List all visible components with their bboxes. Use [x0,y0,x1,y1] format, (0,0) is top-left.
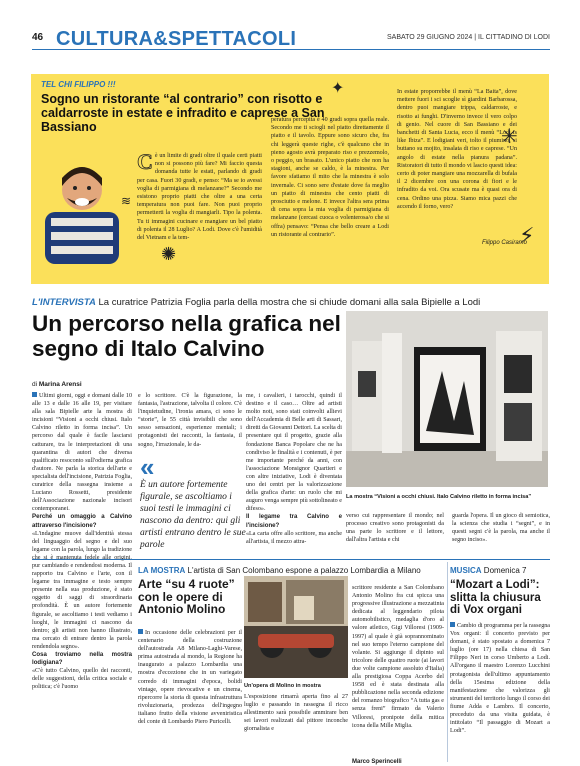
article2-kicker-text: L'artista di San Colombano espone a palazzo Lombardia a Milano [187,566,421,575]
main-column-5: guarda l'opera. Il un gioco di semiotica, la scienza che studia i “segni”, e in questi segni c'è la parola, ma anche il segno inciso». [452,513,550,544]
question-3: Il legame tra Calvino e l'incisione? [246,513,342,529]
article3-kicker [450,566,526,575]
masthead-rule [32,49,550,50]
byline [32,381,82,388]
article2-column-2: L'esposizione rimarrà aperta fino al 27 luglio e passando in rassegna il ricco allestimento sarà possibile ammirare ben sei lavori realizzati dal pittore inconche giornalista e [244,694,348,733]
article2-signature: Marco Sperincelli [352,759,402,765]
exhibition-photo-caption: La mostra “Visioni a occhi chiusi. Italo Calvino riletto in forma incisa” [346,494,532,500]
answer-3: «La carta offre allo scrittore, ma anche all'artista, il mezzo attra- [246,530,342,545]
column-rule [447,562,448,762]
question-2: Cosa troviamo nella mostra lodigiana? [32,651,132,667]
article2-kicker [138,566,421,575]
sparkle-doodle-icon: ✺ [161,244,177,265]
masthead [0,0,580,50]
answer-1: «L'indagine muove dall'identità stessa del linguaggio del segno e del suo legame con la parola, lungo la tradizione che si è mantenuta fedele alle origini, pur cambiando e rendendosi moderna. Il rapporto tra Calvino e l'arte, con il legame tra immagine e testo sempre presente nella sua produzione, è stato oggetto di saggi di straordinaria profondità. È un autore fortemente figurale, se ascoltiamo i testi vediamo i luoghi, le immagini ci nascono da dentro; gli artisti non hanno illustrato, ma cercato di entrare dentro la parola rendendola segno». [32,530,132,650]
column-text-3: In estate proporrebbe il menù “La Baita”, dove mettere fuori i sci scoglie sì giardini Barbarossa, dentro puoi mangiare trippa, caldarroste, e risotto ai funghi. D'inverno invece il vero colpo di genio. Nel cuore di San Bassiano e dei banchetti di Santa Lucia, ecco il menù “Lodi is like Ibiza”. E lodigiani veri, tolto il piumino, si buttano su mojito, insalata di riso e caprese. “Un angolo di estate nella pianura padana”. Ristoratori di tutto il mondo vi lascio questi idea: certo di poter mangiare una mozzarella di bufala il 2 dicembre con una corona di fiori e le infradito da voi. Ora scusate ma è quasi ora di cena. Ordino una pizza. Siamo mica pazzi che accendo il forno, vero? [397,89,517,210]
question-1: Perché un omaggio a Calvino attraverso l'incisione? [32,513,132,529]
column-text-1-body: è un limite di gradi oltre il quale certi piatti non si possono più fare? Mi faccio questa domanda tutte le estati, parlando di gradi per casa. Fuori 30 gradi, e penso: “Ma se io avessi voglia di parmigiana di melanzane?” Secondo me esistono proprio piatti che oltre a una certa temperatura non puoi fare. Non puoi proprio permetterti la voglia di mangiarli. Tipo la polenta. Tu ti immagini cucinare e mangiare un bel piatto di polenta il 28 Luglio? A Lodi. Dove c'è l'umidità del Vietnam e la tem- [137,153,262,242]
article2-col1-text: In occasione delle celebrazioni per il centenario della costruzione dell'autostrada A8 Milano-Laghi-Varese, prima autostrada al mondo, la Regione ha inaugurato a palazzo Lombardia una mostra d'eccezione che in un variegato corredo di immagini d'epoca, bolidi vintage, opere rievocative e un cinema, ripercorre la storia di questa infrastruttura rivoluzionaria, prodezza dell'ingegno italiano frutto della visione avveniristica del conte di Lombardo Piero Puricelli. [138,630,242,726]
article3-body-text: Cambio di programma per la rassegna Vox organi: il concerto previsto per domani, è stato spostato a domenica 7 luglio (ore 17) nella chiesa di San Filippo Neri in corso Umberto a Lodi. All'organo il maestro Lorenzo Lucchini protagonista dell'ultimo appuntamento della 15esima edizione della manifestazione che valorizza gli strumenti del territorio lungo il corso dei fiume Adda e Lambro. Il concerto, preceduto da una visita guidata, è intitolato “Il passaggio di Mozart a Lodi”. [450,623,550,735]
article3-headline: “Mozart a Lodi”: slitta la chiusura di Vox organi [450,579,541,616]
article3-kicker-text: Domenica 7 [483,566,527,575]
column-title: Sogno un ristorante “al contrario” con risotto e caldarroste in estate e infradito e caprese a San Bassiano [41,92,325,134]
column-signature: Filippo Casiramo [481,240,527,246]
column-box [31,74,549,284]
masthead-date: SABATO 29 GIUGNO 2024 | IL CITTADINO DI LODI [386,34,550,41]
article2-start-marker [138,629,143,634]
main-column-3 [246,392,342,546]
byline-name: Marina Arensi [38,381,82,388]
article3-body [450,622,550,735]
article2-column-1 [138,629,242,726]
byline-prefix: di [32,381,38,388]
main-column-1 [32,392,132,691]
section-title: CULTURA&SPETTACOLI [56,28,297,50]
pull-quote-text: È un autore fortemente figurale, se ascoltiamo i suoi testi le immagini ci nascono da dentro: qui gli artisti entrano dentro le sue parole [140,480,246,550]
columnist-portrait-icon [37,154,127,264]
main-kicker [32,297,480,308]
article2-headline: Arte “su 4 ruote” con le opere di Antonio Molino [138,577,235,616]
main-headline: Un percorso nella grafica nel segno di Italo Calvino [32,311,341,361]
wave-doodle-icon: ≋ [121,194,132,208]
column-text-1 [137,149,262,242]
main-kicker-text: La curatrice Patrizia Foglia parla della mostra che si chiude domani alla sala Bipielle a Lodi [98,297,481,308]
main-column-4: verso cui rappresentare il mondo; nel processo creativo sono protagonisti da una parte lo scrittore e il lettore, dall'altra l'artista e chi [346,513,444,544]
column-text-2: peratura percepita è 40 gradi sopra quella reale. Secondo me ti sciogli nel piatto direttamente il piatto e il tavolo. Eppure sono sicuro che, fra chi leggerà queste righe, c'è qualcuno che in pieno agosto avrà preparato riso e prezzemolo, o peggio, un brasato. L'unico piatto che non ha stagioni, anche se caldo, è la minestra. Per favore sfatiamo il mito che la minestra è solo invernale. Ci sono sere d'estate dove fa meglio un piatto di minestra che cento piatti di prosciutto e melone. E invece l'altra sera prima di cena sopra la mia voglia di parmigiana di melanzane (cercasi cuoca o volenterosa/o che si offra) pensavo: “Pensa che bello creare a Lodi un ristorante al contrario”. [271,117,389,238]
quote-mark-icon: « [140,452,155,482]
article3-kicker-label: MUSICA [450,566,482,575]
date-text: SABATO 29 GIUGNO 2024 [386,34,473,41]
answer-2: «C'è tutto Calvino, quello dei racconti, delle suggestioni, della critica sociale e politica; c'è l'uomo [32,668,132,691]
newspaper-name: IL CITTADINO DI LODI [478,34,550,41]
star-doodle-icon: ✦ [331,78,345,97]
article-start-marker [32,392,37,397]
asterisk-doodle-icon: ✳ [501,124,518,148]
main-col1-text: Ultimi giorni, oggi e domani dalle 10 alle 13 e dalle 16 alle 19, per visitare alla sala Bipielle arte la mostra di incisioni “Visioni a occhi chiusi. Italo Calvino riletto in forma incisa”. Un percorso dal quale è facile lasciarsi catturare, tra le interpretazioni di una quarantina di autori che diversa qualificato resoconto sull'odierna grafica d'autore. Ne parla la storica dell'arte e specialista dell'incisione, Patrizia Foglia, curatrice della rassegna insieme a Luciano Rossetti, presidente dell'Associazione nazionale incisori contemporanei. [32,393,132,513]
main-kicker-label: L'INTERVISTA [32,297,96,308]
article2-column-3: scrittore residente a San Colombano Antonio Molino fra cui spicca una progressive illustrazione a mezzatinta dedicata al leggendario pilota automobilistico, medaglia d'oro al valore atletico, Gigi Villoresi (1909-1997) al quale è già soprannominato nel suo tempo l'eterno campione del volante. Si aggiunge il dipinto sul tricolore delle quattro ruote (ai lavori due volte campione assoluto d'Italia) alla prestigiosa Coppa Acerbo del 1958 ed è stata destinata alla pubblicazione nella seconda edizione del romanzo biografico “A tutta gas e senza freni” firmato da Valerio Villoresi, pronipote della mitica icona della Mille Miglia. [352,585,444,729]
molino-photo-caption: Un'opera di Molino in mostra [244,683,321,689]
main-column-2: e lo scrittore. C'è la figurazione, la fantasia, l'astrazione, talvolta il colore. C'è l'inquietudine, l'ironia amara, ci sono le “storie”, le 55 città invisibili che sono sesso sensazioni, esperienze mentali; i protagonisti dei racconti, la fantasia, il sogno, l'irrazionale, le da- [138,393,242,448]
pull-quote [140,452,248,551]
molino-artwork-photo [244,576,348,678]
section-divider [32,559,550,560]
main-col3-text: me, i cavalieri, i tarocchi, quindi il destino e il caso… Oltre ad artisti molto noti, sono stati coinvolti allievi dell'Accademia di Belle arti di Sassari, diretti da Giovanni Dettori. La scelta di presentare qui il progetto, grazie alla fondazione Banca Popolare che ne ha condiviso le finalità e i contenuti, è per me importante perché da anni, con l'associazione Monsignor Quartieri e con altre iniziative, Lodi è diventata uno dei centri per la valorizzazione della grafica d'arte: un ruolo che mi auguro venga sempre più sottolineato e difeso». [246,393,342,513]
page-number: 46 [32,32,44,43]
lightning-doodle-icon: ⚡ [519,224,535,249]
article3-start-marker [450,622,455,627]
article2-kicker-label: LA MOSTRA [138,566,186,575]
column-kicker: TEL CHI FILIPPO !!! [41,80,116,89]
dropcap: C [137,149,153,174]
exhibition-photo [346,311,548,487]
